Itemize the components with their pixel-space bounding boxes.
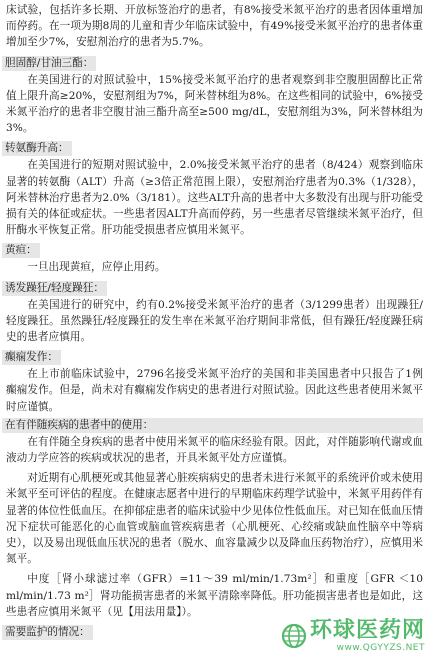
paragraph-cholesterol: 在美国进行的对照试验中，15%接受米氮平治疗的患者观察到非空腹胆固醇比正常值上限升高≥20%，安慰剂组为7%，阿米替林组为8%。在这些相同的试验中，6%接受米氮平治疗的患者非空腹甘油三酯升高至≥500 mg/dL，安慰剂组为3%，阿米替林组为3%。 xyxy=(6,73,423,135)
watermark-logo xyxy=(281,619,425,653)
heading-cholesterol: 胆固醇/甘油三酯： xyxy=(2,56,96,71)
paragraph-comorbid-2: 对近期有心肌梗死或其他显著心脏疾病病史的患者未进行米氮平的系统评价或未使用米氮平至可评估的程度。在健康志愿者中进行的早期临床药理学试验中，米氮平用药伴有显著的体位性低血压。在抑郁症患者的临床试验中少见体位性低血压。对已知在低血压情况下症状可能恶化的心血管或脑血管疾病患者（心肌梗死、心绞痛或缺血性脑卒中等病史），以及易出现低血压状况的患者（脱水、血容量减少以及降血压药物治疗），应慎用米氮平。 xyxy=(6,472,423,566)
heading-mania: 诱发躁狂/轻度躁狂： xyxy=(2,281,107,296)
paragraph-weight: 床试验，包括许多长期、开放标签治疗的患者，有8%接受米氮平治疗的患者因体重增加而停药。在一项为期8周的儿童和青少年临床试验中，有49%接受米氮平治疗的患者体重增加至少7%，安慰剂治疗的患者为5.7%。 xyxy=(6,4,423,49)
globe-icon xyxy=(281,623,307,649)
paragraph-comorbid-1: 在有伴随全身疾病的患者中使用米氮平的临床经验有限。因此，对伴随影响代谢或血液动力学应答的疾病或状况的患者，开具米氮平处方应谨慎。 xyxy=(6,435,423,465)
heading-monitor: 需要监护的情况： xyxy=(2,625,93,640)
watermark-url: www.QGYYZS.NET xyxy=(336,643,425,653)
paragraph-jaundice: 一旦出现黄疸，应停止用药。 xyxy=(27,261,166,274)
watermark-name: 环球医药网 xyxy=(309,618,425,643)
paragraph-seizure: 在上市前临床试验中，2796名接受米氮平治疗的美国和非美国患者中只报告了1例癫痫发作。但是，尚未对有癫痫发作病史的患者进行对照试验。因此这些患者使用米氮平时应谨慎。 xyxy=(6,368,423,413)
heading-seizure: 癫痫发作： xyxy=(2,350,61,365)
paragraph-alt: 在美国进行的短期对照试验中，2.0%接受米氮平治疗的患者（8/424）观察到临床显著的转氨酶（ALT）升高（≥3倍正常范围上限），安慰剂治疗患者为0.3%（1/328），阿米替林治疗患者为2.0%（3/181）。这些ALT升高的患者中大多数没有出现与肝功能受损有关的体征或症状。一些患者因ALT升高而停药，另一些患者尽管继续米氮平治疗，但肝酶水平恢复正常。肝功能受损患者应慎用米氮平。 xyxy=(6,159,423,237)
heading-comorbid: 在有伴随疾病的患者中的使用： xyxy=(2,418,423,433)
paragraph-renal: 中度［肾小球滤过率（GFR）=11～39 ml/min/1.73m²］和重度［GFR ＜10 ml/min/1.73 m²］肾功能损害患者的米氮平清除率降低。肝功能损害患者也是如此，这些患者应慎用米氮平（见【用法用量】）。 xyxy=(6,573,423,618)
heading-alt: 转氨酶升高： xyxy=(2,141,72,156)
heading-jaundice: 黄疸： xyxy=(2,243,40,258)
paragraph-mania: 在美国进行的研究中，约有0.2%接受米氮平治疗的患者（3/1299患者）出现躁狂/轻度躁狂。虽然躁狂/轻度躁狂的发生率在米氮平治疗期间非常低，但有躁狂/轻度躁狂病史的患者应慎用。 xyxy=(6,298,423,344)
